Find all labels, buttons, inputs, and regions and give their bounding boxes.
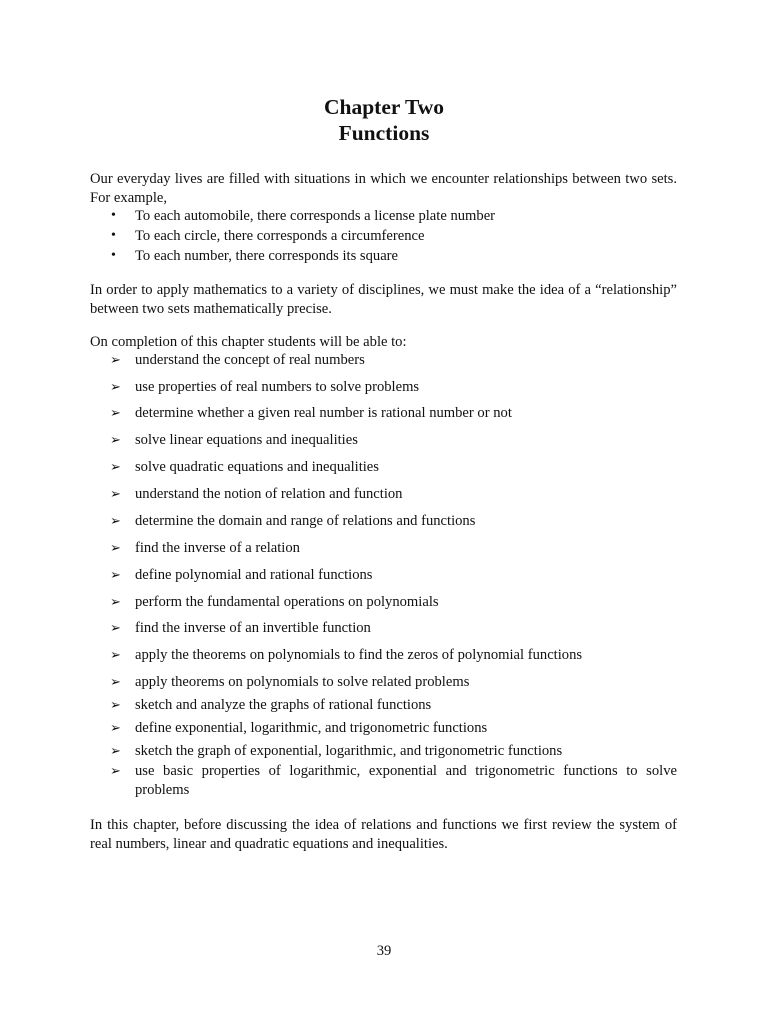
objective-text: understand the concept of real numbers bbox=[135, 352, 365, 368]
list-item-text: To each automobile, there corresponds a license plate number bbox=[135, 208, 496, 224]
arrow-bullet-icon: ➢ bbox=[110, 406, 121, 421]
list-item bbox=[90, 566, 677, 593]
arrow-bullet-icon: ➢ bbox=[110, 380, 121, 395]
list-item bbox=[90, 246, 495, 266]
objective-text: apply the theorems on polynomials to find the zeros of polynomial functions bbox=[135, 647, 583, 663]
chapter-number-heading: Chapter Two bbox=[323, 95, 445, 119]
list-item bbox=[90, 351, 677, 378]
list-item bbox=[90, 512, 677, 539]
list-item bbox=[90, 646, 677, 673]
arrow-bullet-icon: ➢ bbox=[110, 568, 121, 583]
list-item bbox=[90, 762, 677, 800]
objectives-list bbox=[90, 351, 677, 800]
intro-paragraph: Our everyday lives are filled with situations in which we encounter relationships between two sets. For example, bbox=[90, 171, 677, 206]
arrow-bullet-icon: ➢ bbox=[110, 621, 121, 636]
objective-text: use properties of real numbers to solve problems bbox=[135, 379, 420, 395]
list-item bbox=[90, 431, 677, 458]
list-item bbox=[90, 742, 677, 762]
objective-text: define polynomial and rational functions bbox=[135, 567, 373, 583]
list-item bbox=[90, 485, 677, 512]
arrow-bullet-icon: ➢ bbox=[110, 487, 121, 502]
arrow-bullet-icon: ➢ bbox=[110, 698, 121, 713]
list-item bbox=[90, 378, 677, 404]
objective-text: sketch the graph of exponential, logarithmic, and trigonometric functions bbox=[135, 743, 563, 759]
list-item bbox=[90, 619, 677, 646]
list-item bbox=[90, 696, 677, 719]
arrow-bullet-icon: ➢ bbox=[110, 514, 121, 529]
bullet-icon: • bbox=[111, 208, 116, 223]
list-item bbox=[90, 719, 677, 742]
objective-text: determine whether a given real number is rational number or not bbox=[135, 405, 512, 421]
arrow-bullet-icon: ➢ bbox=[110, 744, 121, 759]
bullet-icon: • bbox=[111, 228, 116, 243]
arrow-bullet-icon: ➢ bbox=[110, 541, 121, 556]
arrow-bullet-icon: ➢ bbox=[110, 675, 121, 690]
chapter-title-heading: Functions bbox=[338, 121, 430, 145]
objective-text: perform the fundamental operations on polynomials bbox=[135, 594, 439, 610]
objective-text: use basic properties of logarithmic, exponential and trigonometric functions to solve problems bbox=[135, 763, 677, 798]
objective-text: determine the domain and range of relations and functions bbox=[135, 513, 476, 529]
objective-text: sketch and analyze the graphs of rational functions bbox=[135, 697, 432, 713]
objective-text: understand the notion of relation and function bbox=[135, 486, 403, 502]
arrow-bullet-icon: ➢ bbox=[110, 595, 121, 610]
page-number: 39 bbox=[376, 943, 392, 959]
list-item-text: To each number, there corresponds its square bbox=[135, 248, 399, 264]
list-item bbox=[90, 226, 495, 246]
objective-text: define exponential, logarithmic, and trigonometric functions bbox=[135, 720, 488, 736]
list-item bbox=[90, 593, 677, 619]
objective-text: find the inverse of an invertible function bbox=[135, 620, 371, 636]
arrow-bullet-icon: ➢ bbox=[110, 433, 121, 448]
list-item bbox=[90, 539, 677, 566]
arrow-bullet-icon: ➢ bbox=[110, 353, 121, 368]
list-item-text: To each circle, there corresponds a circumference bbox=[135, 228, 425, 244]
closing-paragraph: In this chapter, before discussing the idea of relations and functions we first review the system of real numbers, linear and quadratic equations and inequalities. bbox=[90, 817, 677, 852]
bullet-icon: • bbox=[111, 248, 116, 263]
arrow-bullet-icon: ➢ bbox=[110, 648, 121, 663]
arrow-bullet-icon: ➢ bbox=[110, 460, 121, 475]
list-item bbox=[90, 404, 677, 431]
list-item bbox=[90, 206, 495, 226]
motivation-paragraph: In order to apply mathematics to a variety of disciplines, we must make the idea of a “relationship” between two sets mathematically precise. bbox=[90, 282, 677, 317]
list-item bbox=[90, 458, 677, 485]
objectives-intro: On completion of this chapter students will be able to: bbox=[90, 334, 407, 350]
objective-text: solve linear equations and inequalities bbox=[135, 432, 358, 448]
list-item bbox=[90, 673, 677, 696]
objective-text: apply theorems on polynomials to solve related problems bbox=[135, 674, 470, 690]
objective-text: find the inverse of a relation bbox=[135, 540, 300, 556]
arrow-bullet-icon: ➢ bbox=[110, 721, 121, 736]
objective-text: solve quadratic equations and inequalities bbox=[135, 459, 379, 475]
examples-list bbox=[90, 206, 495, 266]
arrow-bullet-icon: ➢ bbox=[110, 764, 121, 779]
